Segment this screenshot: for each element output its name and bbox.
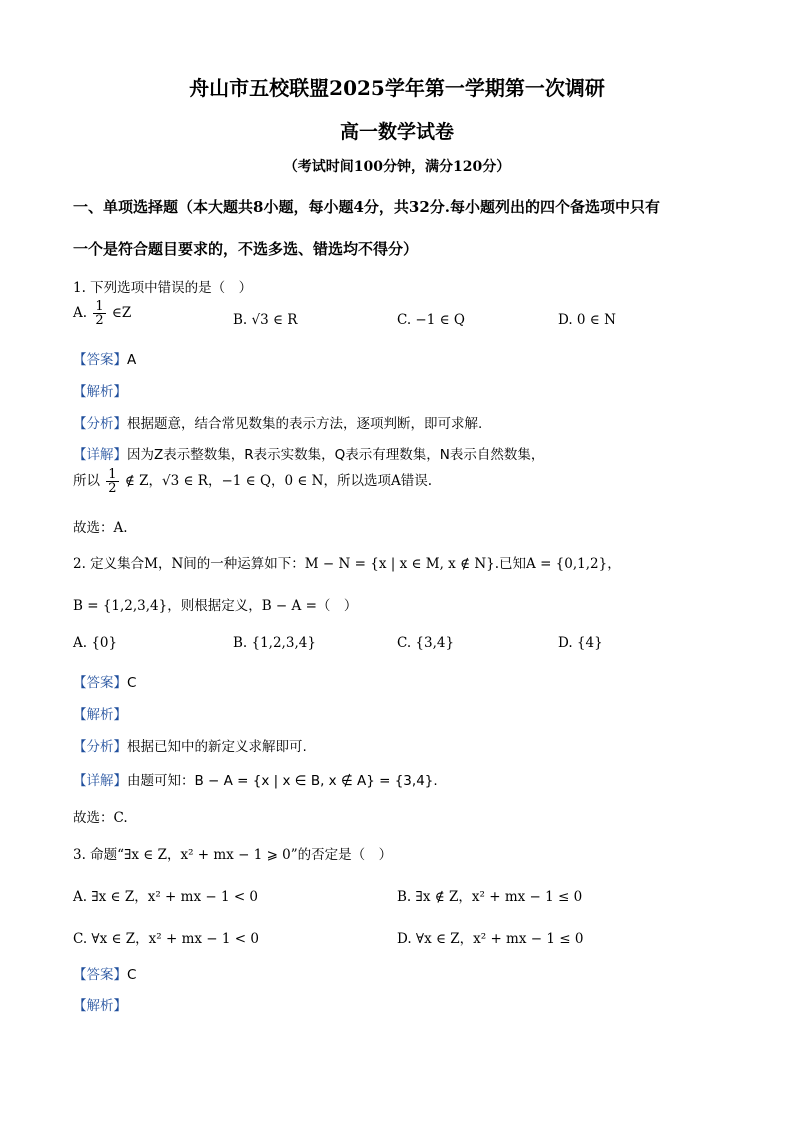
q1-answer bbox=[73, 348, 136, 368]
q1-option-a-numerator: 1 bbox=[95, 299, 104, 314]
q1-conclusion-numerator: 1 bbox=[108, 467, 117, 482]
q1-xiangjie-tag: 【详解】 bbox=[73, 447, 127, 463]
q2-option-b: B. {1,2,3,4} bbox=[233, 635, 316, 651]
q1-option-a-label: A. bbox=[73, 305, 88, 321]
exam-subtitle: 高一数学试卷 bbox=[339, 121, 454, 143]
q2-choice: 故选：C. bbox=[73, 810, 128, 826]
exam-time-note: （考试时间100分钟，满分120分） bbox=[283, 159, 511, 175]
q3-answer-tag: 【答案】 bbox=[73, 967, 127, 983]
q2-analysis-tag-text: 【解析】 bbox=[73, 707, 127, 723]
q3-analysis-tag-text: 【解析】 bbox=[73, 998, 127, 1014]
q1-fenxi bbox=[73, 412, 482, 432]
q2-answer-tag: 【答案】 bbox=[73, 675, 127, 691]
q1-xiangjie bbox=[73, 443, 544, 463]
q3-stem: 3. 命题“∃x ∈ Z，x² + mx − 1 ⩾ 0”的否定是（ ） bbox=[73, 847, 393, 863]
q2-fenxi-text: 根据已知中的新定义求解即可. bbox=[127, 739, 307, 755]
q2-fenxi-tag: 【分析】 bbox=[73, 739, 127, 755]
q1-fenxi-text: 根据题意，结合常见数集的表示方法，逐项判断，即可求解. bbox=[127, 416, 483, 432]
q2-option-d: D. {4} bbox=[558, 635, 603, 651]
q1-choice: 故选：A. bbox=[73, 520, 128, 536]
q1-analysis-tag bbox=[73, 380, 127, 400]
q1-option-b: B. √3 ∈ R bbox=[233, 312, 298, 328]
q1-option-a bbox=[73, 300, 131, 327]
q3-answer-value: C bbox=[127, 967, 137, 983]
q2-xiangjie bbox=[73, 769, 438, 789]
q1-option-c: C. −1 ∈ Q bbox=[397, 312, 465, 328]
q1-analysis-tag-text: 【解析】 bbox=[73, 384, 127, 400]
q2-analysis-tag bbox=[73, 703, 127, 723]
q2-option-c: C. {3,4} bbox=[397, 635, 455, 651]
q2-xiangjie-tag: 【详解】 bbox=[73, 773, 127, 789]
q1-conclusion-rest: ∉ Z，√3 ∈ R，−1 ∈ Q，0 ∈ N，所以选项A错误. bbox=[124, 473, 433, 489]
q1-fenxi-tag: 【分析】 bbox=[73, 416, 127, 432]
q2-xiangjie-text: 由题可知：B − A = {x | x ∈ B, x ∉ A} = {3,4}. bbox=[127, 773, 438, 789]
q1-conclusion-prefix: 所以 bbox=[73, 473, 100, 489]
q2-fenxi bbox=[73, 735, 307, 755]
exam-title: 舟山市五校联盟2025学年第一学期第一次调研 bbox=[189, 76, 605, 100]
q1-xiangjie-text: 因为Z表示整数集，R表示实数集，Q表示有理数集，N表示自然数集， bbox=[127, 447, 545, 463]
q1-conclusion bbox=[73, 468, 432, 495]
q2-option-a: A. {0} bbox=[73, 635, 118, 651]
q2-answer-value: C bbox=[127, 675, 137, 691]
q1-option-a-fraction bbox=[93, 300, 105, 327]
q1-option-a-rest: ∈Z bbox=[111, 305, 132, 321]
q2-stem-line1: 2. 定义集合M，N间的一种运算如下：M − N = {x | x ∈ M, x ∉ N}.已知A = {0,1,2}， bbox=[73, 556, 621, 572]
q2-answer bbox=[73, 671, 136, 691]
q1-answer-tag: 【答案】 bbox=[73, 352, 127, 368]
q3-option-b: B. ∃x ∉ Z，x² + mx − 1 ≤ 0 bbox=[397, 889, 583, 905]
q3-analysis-tag bbox=[73, 994, 127, 1014]
q1-answer-value: A bbox=[127, 352, 137, 368]
q1-stem: 1. 下列选项中错误的是（ ） bbox=[73, 280, 253, 296]
q3-answer bbox=[73, 963, 136, 983]
q1-conclusion-fraction bbox=[106, 468, 118, 495]
q2-stem-line2: B = {1,2,3,4}，则根据定义，B − A =（ ） bbox=[73, 598, 358, 614]
section-heading-line2: 一个是符合题目要求的，不选多选、错选均不得分） bbox=[73, 240, 419, 258]
section-heading-line1: 一、单项选择题（本大题共8小题，每小题4分，共32分.每小题列出的四个备选项中只有 bbox=[73, 198, 660, 216]
q1-option-d: D. 0 ∈ N bbox=[558, 312, 616, 328]
q3-option-a: A. ∃x ∈ Z，x² + mx − 1 < 0 bbox=[73, 889, 259, 905]
q3-option-d: D. ∀x ∈ Z，x² + mx − 1 ≤ 0 bbox=[397, 931, 584, 947]
q3-option-c: C. ∀x ∈ Z，x² + mx − 1 < 0 bbox=[73, 931, 259, 947]
q1-option-a-denominator: 2 bbox=[95, 313, 104, 328]
q1-conclusion-denominator: 2 bbox=[108, 481, 117, 496]
